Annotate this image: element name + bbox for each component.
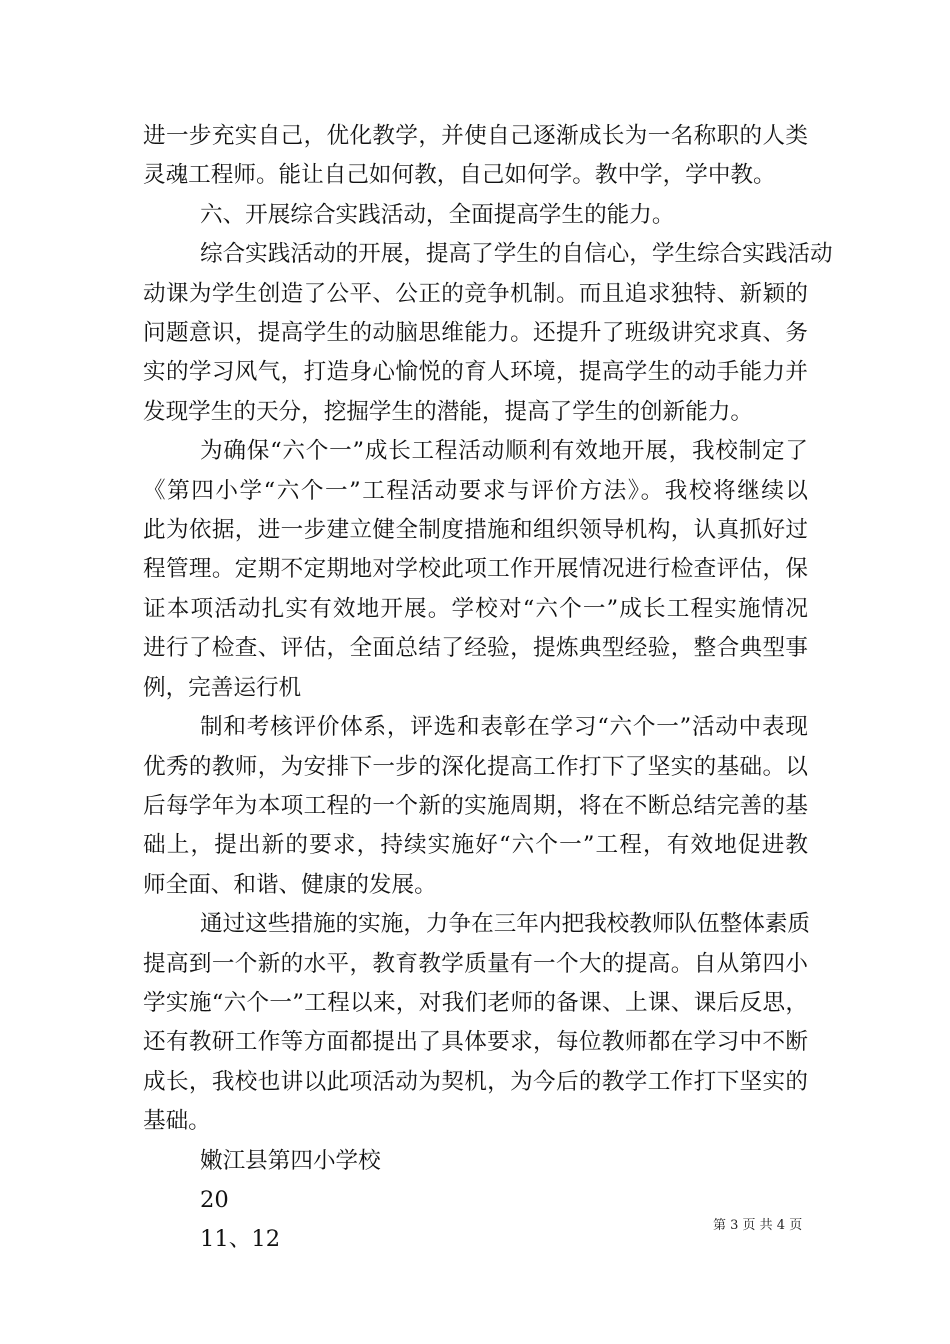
text-line: 为确保“六个一”成长工程活动顺利有效地开展，我校制定了 [200,438,808,465]
text-line: 还有教研工作等方面都提出了具体要求，每位教师都在学习中不断 [143,1029,808,1056]
text-line: 提高到一个新的水平，教育教学质量有一个大的提高。自从第四小 [143,950,808,977]
text-line: 进行了检查、评估，全面总结了经验，提炼典型经验，整合典型事 [143,635,808,662]
text-line: 六、开展综合实践活动，全面提高学生的能力。 [200,201,675,228]
text-line: 基础。 [143,1108,211,1135]
text-line: 实的学习风气，打造身心愉悦的育人环境，提高学生的动手能力并 [143,359,808,386]
text-line: 动课为学生创造了公平、公正的竞争机制。而且追求独特、新颖的 [143,280,808,307]
paragraph-p5 [143,708,808,905]
text-line: 优秀的教师，为安排下一步的深化提高工作打下了坚实的基础。以 [143,753,808,780]
text-line: 师全面、和谐、健康的发展。 [143,871,437,898]
paragraph-p8 [143,1181,808,1220]
text-line: 制和考核评价体系，评选和表彰在学习“六个一”活动中表现 [200,714,808,741]
paragraph-p2 [143,196,808,235]
page-footer: 第 3 页 共 4 页 [713,1218,803,1233]
text-line: 学实施“六个一”工程以来，对我们老师的备课、上课、课后反思， [143,989,808,1016]
paragraph-p4 [143,432,808,708]
text-line: 此为依据，进一步建立健全制度措施和组织领导机构，认真抓好过 [143,517,808,544]
text-line: 础上，提出新的要求，持续实施好“六个一”工程，有效地促进教 [143,832,808,859]
text-line: 嫩江县第四小学校 [200,1147,381,1174]
text-line: 通过这些措施的实施，力争在三年内把我校教师队伍整体素质 [200,911,811,938]
document-body [143,117,833,1260]
paragraph-p1 [143,117,808,196]
text-line: 综合实践活动的开展，提高了学生的自信心，学生综合实践活动 [200,241,833,268]
text-line: 问题意识，提高学生的动脑思维能力。还提升了班级讲究求真、务 [143,320,808,347]
text-line: 灵魂工程师。能让自己如何教，自己如何学。教中学，学中教。 [143,162,776,189]
text-line: 成长，我校也讲以此项活动为契机，为今后的教学工作打下坚实的 [143,1068,808,1095]
text-line: 程管理。定期不定期地对学校此项工作开展情况进行检查评估，保 [143,556,808,583]
text-line: 进一步充实自己，优化教学，并使自己逐渐成长为一名称职的人类 [143,123,808,149]
paragraph-p9 [143,1220,808,1259]
paragraph-p7 [143,1142,808,1181]
text-line: 11、12 [200,1226,281,1253]
text-line: 发现学生的天分，挖掘学生的潜能，提高了学生的创新能力。 [143,398,754,425]
text-line: 例，完善运行机 [143,674,302,701]
paragraph-p6 [143,905,811,1141]
text-line: 后每学年为本项工程的一个新的实施周期，将在不断总结完善的基 [143,792,808,819]
text-line: 证本项活动扎实有效地开展。学校对“六个一”成长工程实施情况 [143,595,808,622]
text-line: 20 [200,1186,229,1213]
paragraph-p3 [143,235,833,432]
text-line: 《第四小学“六个一”工程活动要求与评价方法》。我校将继续以 [143,477,808,504]
